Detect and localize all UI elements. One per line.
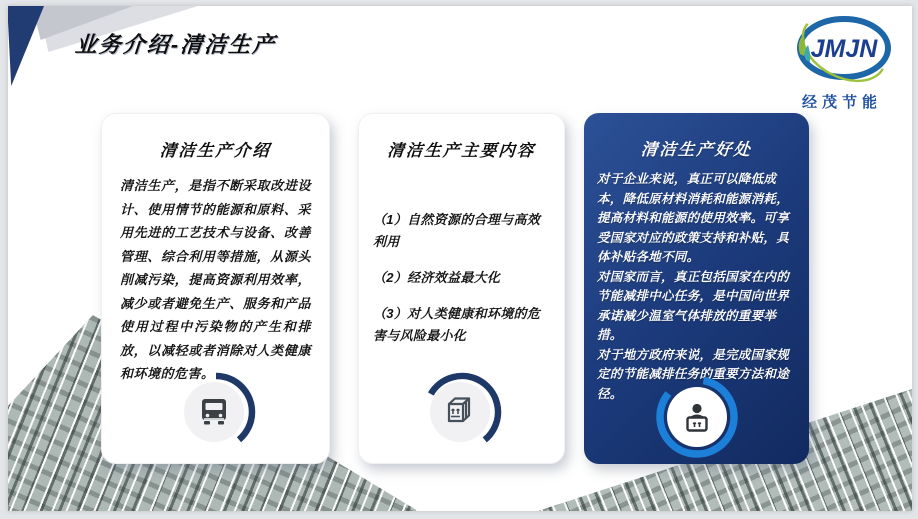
slide <box>8 6 912 511</box>
card-body-text <box>597 170 796 404</box>
company-logo <box>786 14 898 112</box>
page-title: 业务介绍-清洁生产 <box>74 32 278 57</box>
card-icon-badge <box>420 370 504 459</box>
card-title: 清洁生产主要内容 <box>386 142 536 160</box>
card-title: 清洁生产好处 <box>640 141 753 159</box>
list-item: （1）自然资源的合理与高效利用 <box>373 212 541 249</box>
bus-icon <box>174 370 258 454</box>
list-item: （3）对人类健康和环境的危害与风险最小化 <box>373 306 541 343</box>
logo-text: JMJN <box>810 35 878 63</box>
person-with-box-icon <box>655 375 739 459</box>
corner-wedge-navy <box>8 6 44 86</box>
card-item-list <box>373 209 552 347</box>
card-icon-badge <box>174 370 258 459</box>
paragraph: 对于企业来说，真正可以降低成本，降低原材料消耗和能源消耗，提高材料和能源的使用效率。可享受国家对应的政策支持和补贴，具体补贴各地不同。 <box>597 172 790 264</box>
card-icon-badge <box>655 375 739 464</box>
paragraph: 对国家而言，真正包括国家在内的节能减排中心任务，是中国向世界承诺减少温室气体排放的重要举措。 <box>597 269 790 342</box>
jmjn-logo-icon <box>786 14 898 84</box>
card-body-text: 清洁生产，是指不断采取改进设计、使用情节的能源和原料、采用先进的工艺技术与设备、改善管理、综合利用等措施，从源头削减污染，提高资源利用效率，减少或者避免生产、服务和产品使用过程中污染物的产生和排放，以减轻或者消除对人类健康和环境的危害。 <box>120 178 311 381</box>
card-clean-production-benefits <box>584 113 809 464</box>
package-box-icon <box>420 370 504 454</box>
paragraph: 对于地方政府来说，是完成国家规定的节能减排任务的重要方法和途径。 <box>597 347 790 401</box>
logo-company-name: 经茂节能 <box>801 94 882 111</box>
list-item: （2）经济效益最大化 <box>373 270 501 285</box>
card-clean-production-contents <box>358 113 565 464</box>
card-title: 清洁生产介绍 <box>159 142 272 160</box>
card-clean-production-intro <box>101 113 330 464</box>
